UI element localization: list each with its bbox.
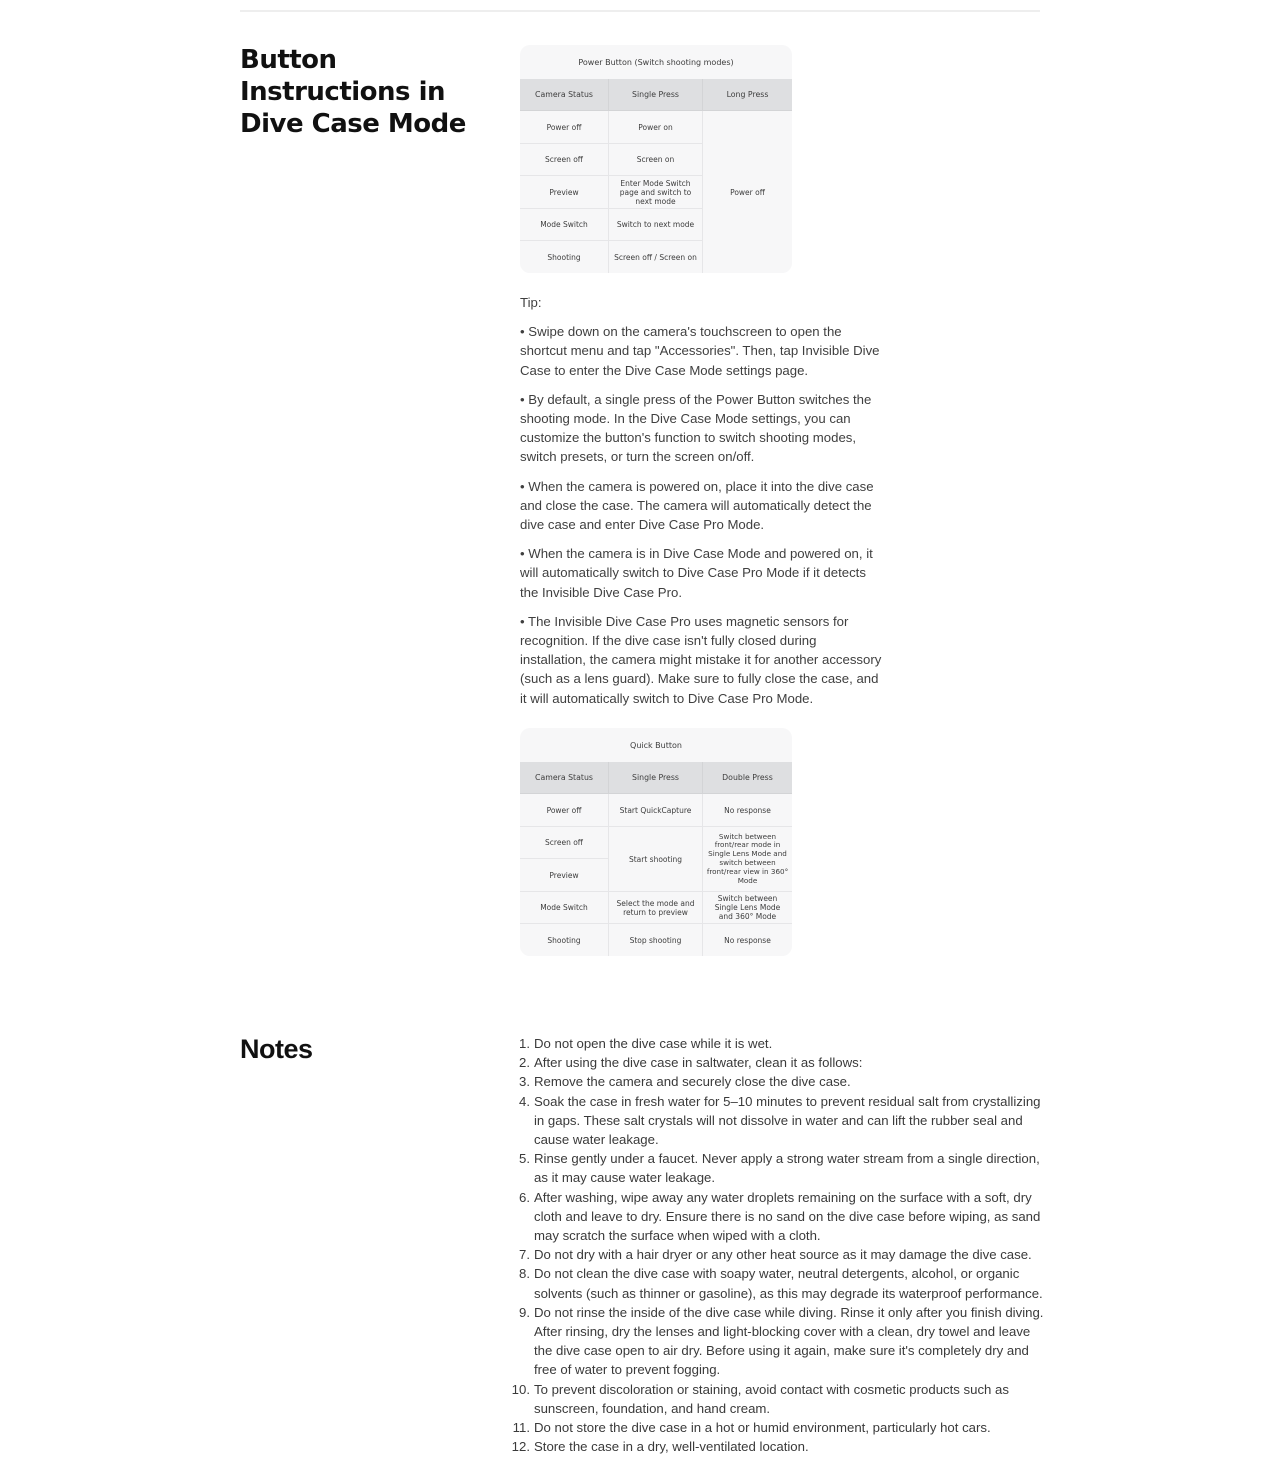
list-item — [519, 1149, 1046, 1187]
table-header-cell: Single Press — [609, 762, 703, 794]
notes-title: Notes — [240, 1034, 313, 1064]
tip-item: • By default, a single press of the Power Button switches the shooting mode. In the Dive Case Mode settings, you can customize the button's function to switch shooting modes, switch presets, or turn the screen on/off. — [520, 391, 872, 465]
table-cell: Mode Switch — [520, 892, 609, 924]
list-item-number: 11. — [512, 1420, 530, 1436]
list-item-text: Store the case in a dry, well-ventilated location. — [534, 1439, 809, 1455]
list-item — [519, 1188, 1046, 1246]
table-cell: Stop shooting — [609, 924, 703, 956]
quick-button-table — [520, 728, 792, 956]
list-item-number: 6. — [519, 1189, 530, 1205]
tip-item: • The Invisible Dive Case Pro uses magnetic sensors for recognition. If the dive case isn't fully closed during installation, the camera might mistake it for another accessory (such as a lens guard). Make sure to fully close the case, and it will automatically switch to Dive Case Pro Mode. — [520, 613, 882, 706]
table-cell: Power on — [609, 111, 703, 144]
table-cell: Power off — [520, 111, 609, 144]
list-item-number: 12. — [511, 1439, 530, 1455]
list-item-number: 5. — [519, 1151, 530, 1167]
notes-list — [511, 1034, 1046, 1456]
table-cell: Start QuickCapture — [609, 794, 703, 827]
list-item — [519, 1053, 1046, 1072]
list-item-number: 1. — [519, 1036, 530, 1051]
list-item-text: Do not rinse the inside of the dive case while diving. Rinse it only after you finish diving. After rinsing, dry the lenses and light-blocking cover with a clean, dry towel and leave the dive case open to air dry. Before using it again, make sure it's completely dry and free of water to prevent fogging. — [534, 1304, 1044, 1378]
table-cell: No response — [703, 794, 792, 827]
table-cell: Switch between Single Lens Mode and 360° Mode — [703, 892, 792, 924]
table-header-cell: Camera Status — [520, 762, 609, 794]
list-item — [519, 1072, 1046, 1091]
power-button-table — [520, 45, 792, 273]
list-item-text: Do not store the dive case in a hot or humid environment, particularly hot cars. — [534, 1420, 991, 1436]
list-item-number: 4. — [519, 1093, 530, 1109]
table-cell: Preview — [520, 176, 609, 209]
list-item-number: 9. — [519, 1304, 530, 1320]
table-header-cell: Camera Status — [520, 79, 609, 111]
tip-item: • When the camera is in Dive Case Mode and powered on, it will automatically switch to Dive Case Pro Mode if it detects the Invisible Dive Case Pro. — [520, 546, 873, 600]
table-header-cell: Double Press — [703, 762, 792, 794]
list-item-text: Do not dry with a hair dryer or any other heat source as it may damage the dive case. — [534, 1247, 1032, 1263]
list-item-number: 3. — [519, 1074, 530, 1090]
list-item-text: After using the dive case in saltwater, clean it as follows: — [534, 1055, 863, 1071]
table-title: Quick Button — [630, 740, 682, 750]
list-item — [512, 1418, 1046, 1437]
table-cell: Select the mode and return to preview — [609, 892, 703, 924]
list-item-text: To prevent discoloration or staining, avoid contact with cosmetic products such as sunscreen, foundation, and hand cream. — [534, 1381, 1009, 1416]
list-item — [519, 1092, 1046, 1150]
table-cell-merged: Start shooting — [609, 827, 703, 892]
list-item-number: 2. — [519, 1055, 530, 1071]
tip-item: • Swipe down on the camera's touchscreen to open the shortcut menu and tap "Accessories". Then, tap Invisible Dive Case to enter the Dive Case Mode settings page. — [520, 324, 880, 378]
table-cell: Power off — [520, 794, 609, 827]
list-item-text: Rinse gently under a faucet. Never apply a strong water stream from a single direction, as it may cause water leakage. — [534, 1151, 1040, 1186]
table-header-cell: Long Press — [703, 79, 792, 111]
table-cell-merged: Switch between front/rear mode in Single Lens Mode and switch between front/rear view in 360° Mode — [703, 827, 792, 892]
table-cell: Screen off — [520, 144, 609, 176]
table-cell: Shooting — [520, 241, 609, 273]
table-cell-merged: Power off — [703, 111, 792, 273]
list-item — [519, 1034, 1046, 1053]
table-cell: Mode Switch — [520, 209, 609, 241]
tips-block — [520, 293, 882, 718]
list-item-number: 7. — [519, 1247, 530, 1263]
list-item-text: After washing, wipe away any water droplets remaining on the surface with a soft, dry cloth and leave to dry. Ensure there is no sand on the dive case before wiping, as sand may scratch the surface when wiped with a cloth. — [534, 1189, 1041, 1244]
list-item-text: Remove the camera and securely close the dive case. — [534, 1074, 851, 1090]
tip-item: • When the camera is powered on, place it into the dive case and close the case. The camera will automatically detect the dive case and enter Dive Case Pro Mode. — [520, 478, 874, 533]
table-cell: Switch to next mode — [609, 209, 703, 241]
table-cell: Enter Mode Switch page and switch to next mode — [609, 176, 703, 209]
table-cell: Screen on — [609, 144, 703, 176]
table-title: Power Button (Switch shooting modes) — [578, 57, 734, 67]
table-cell: Screen off / Screen on — [609, 241, 703, 273]
list-item — [519, 1303, 1046, 1380]
list-item-text: Do not open the dive case while it is wet. — [534, 1036, 773, 1051]
button-instructions-title: Button Instructions in Dive Case Mode — [240, 45, 466, 139]
table-cell: Screen off — [520, 827, 609, 859]
top-divider — [240, 10, 1040, 12]
list-item-text: Soak the case in fresh water for 5–10 minutes to prevent residual salt from crystallizing in gaps. These salt crystals will not dissolve in water and can lift the rubber seal and cause water leakage. — [534, 1093, 1041, 1148]
list-item — [519, 1264, 1046, 1302]
table-cell: Preview — [520, 859, 609, 892]
table-cell: No response — [703, 924, 792, 956]
list-item — [519, 1245, 1046, 1264]
tip-label: Tip: — [520, 295, 542, 310]
list-item — [511, 1437, 1046, 1456]
list-item-text: Do not clean the dive case with soapy water, neutral detergents, alcohol, or organic solvents (such as thinner or gasoline), as this may degrade its waterproof performance. — [534, 1266, 1043, 1301]
list-item — [511, 1380, 1046, 1418]
list-item-number: 8. — [519, 1266, 530, 1282]
list-item-number: 10. — [511, 1381, 530, 1397]
table-header-cell: Single Press — [609, 79, 703, 111]
table-cell: Shooting — [520, 924, 609, 956]
